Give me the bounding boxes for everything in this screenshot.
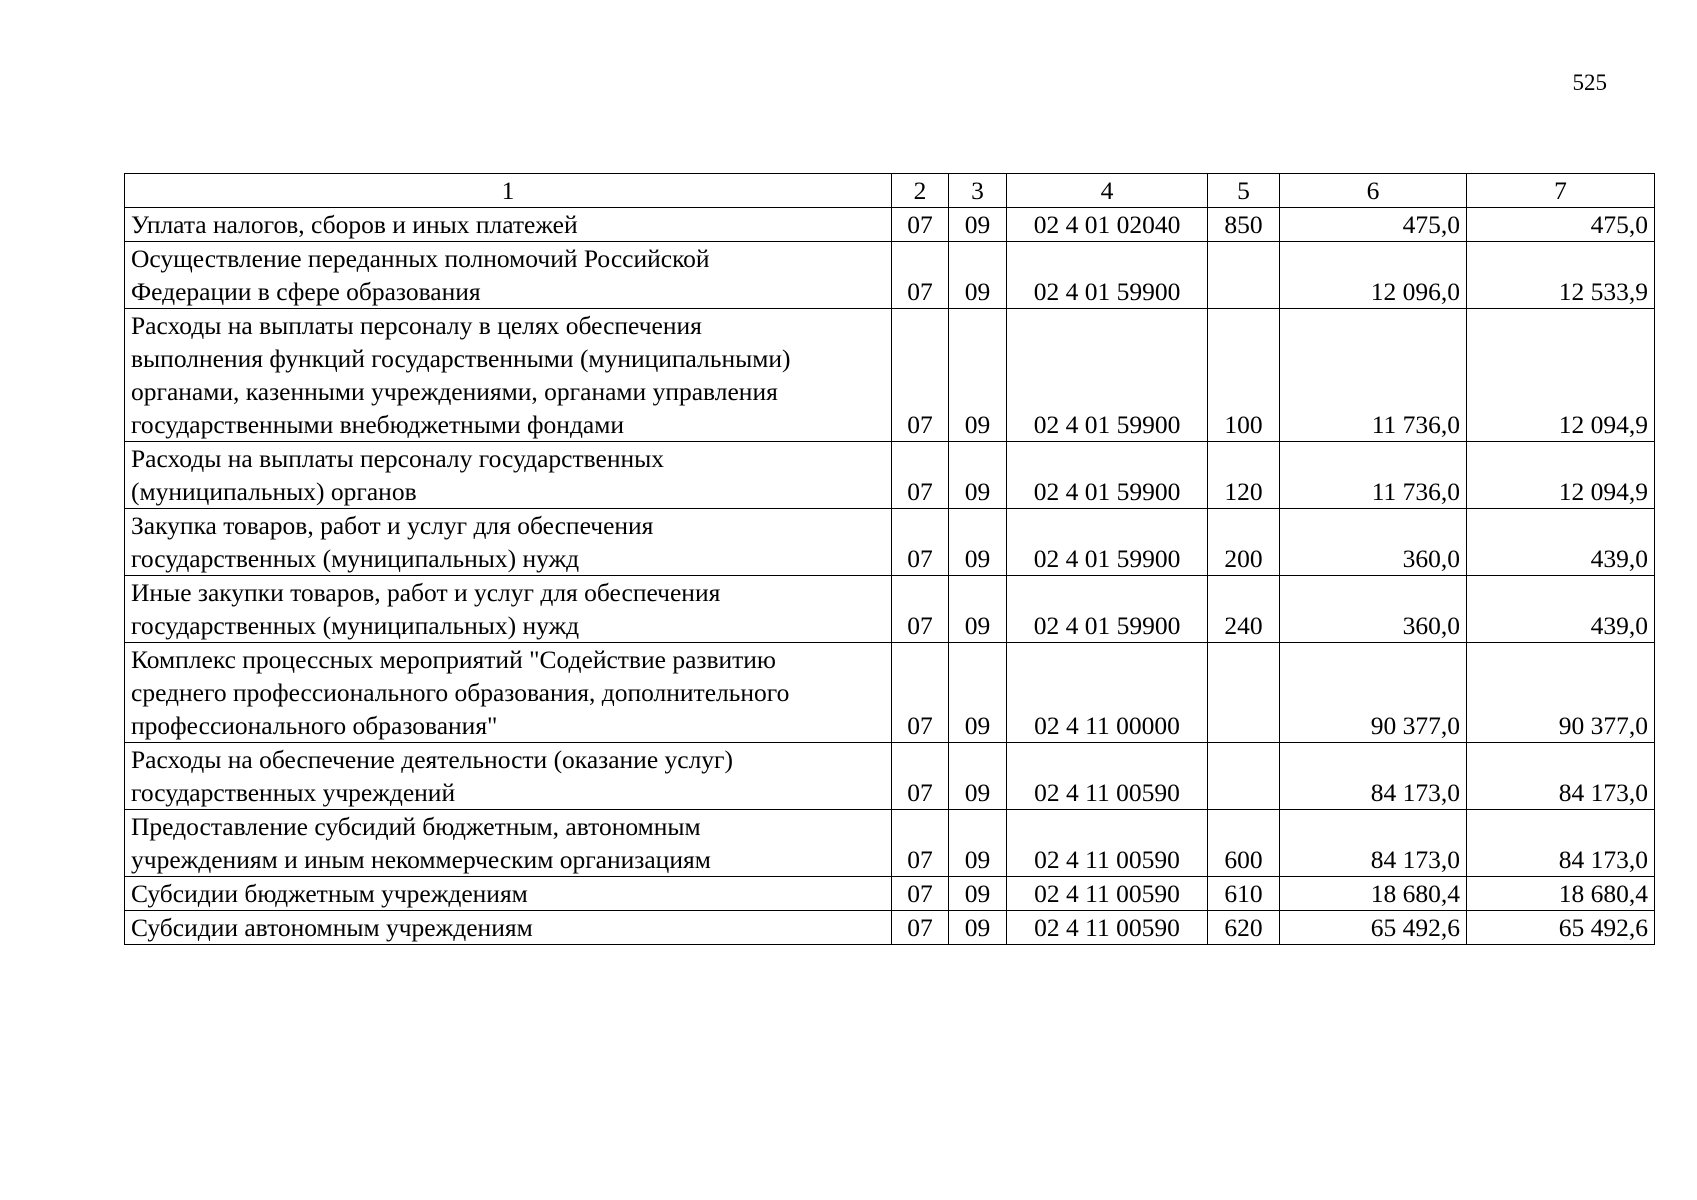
expense-name-line: Осуществление переданных полномочий Российской: [131, 244, 710, 273]
expense-name-cell: [125, 442, 892, 509]
cell-col-2: 07: [892, 309, 949, 442]
expense-name-line: выполнения функций государственными (муниципальными): [131, 344, 791, 373]
expense-name-line: государственными внебюджетными фондами: [131, 410, 625, 439]
cell-col-7: 65 492,6: [1467, 911, 1655, 945]
header-cell-4: 4: [1007, 174, 1208, 208]
cell-col-3: 09: [949, 643, 1007, 743]
page-number: 525: [1572, 70, 1607, 95]
cell-col-2: 07: [892, 743, 949, 810]
cell-col-6: 84 173,0: [1280, 810, 1467, 877]
expense-name-cell: [125, 911, 892, 945]
table-row: [125, 643, 1655, 743]
cell-col-5: [1208, 743, 1280, 810]
cell-col-4: 02 4 01 02040: [1007, 208, 1208, 242]
table-row: [125, 743, 1655, 810]
cell-col-5: 600: [1208, 810, 1280, 877]
cell-col-4: 02 4 01 59900: [1007, 509, 1208, 576]
cell-col-2: 07: [892, 877, 949, 911]
cell-col-6: 11 736,0: [1280, 309, 1467, 442]
cell-col-5: 200: [1208, 509, 1280, 576]
cell-col-6: 475,0: [1280, 208, 1467, 242]
cell-col-3: 09: [949, 877, 1007, 911]
budget-table: [124, 173, 1655, 945]
expense-name-line: Иные закупки товаров, работ и услуг для обеспечения: [131, 578, 721, 607]
cell-col-5: 620: [1208, 911, 1280, 945]
table-row: [125, 309, 1655, 442]
cell-col-6: 65 492,6: [1280, 911, 1467, 945]
cell-col-5: 120: [1208, 442, 1280, 509]
budget-table-body: [125, 174, 1655, 945]
expense-name-cell: [125, 242, 892, 309]
table-header-row: [125, 174, 1655, 208]
cell-col-3: 09: [949, 442, 1007, 509]
cell-col-6: 12 096,0: [1280, 242, 1467, 309]
cell-col-3: 09: [949, 242, 1007, 309]
cell-col-6: 360,0: [1280, 576, 1467, 643]
header-cell-6: 6: [1280, 174, 1467, 208]
cell-col-4: 02 4 11 00590: [1007, 743, 1208, 810]
expense-name-line: Комплекс процессных мероприятий "Содействие развитию: [131, 645, 776, 674]
expense-name-line: Расходы на выплаты персоналу государственных: [131, 444, 664, 473]
cell-col-7: 439,0: [1467, 509, 1655, 576]
cell-col-6: 11 736,0: [1280, 442, 1467, 509]
expense-name-cell: [125, 643, 892, 743]
expense-name-line: Закупка товаров, работ и услуг для обеспечения: [131, 511, 654, 540]
cell-col-6: 84 173,0: [1280, 743, 1467, 810]
cell-col-5: 240: [1208, 576, 1280, 643]
cell-col-5: 100: [1208, 309, 1280, 442]
cell-col-3: 09: [949, 810, 1007, 877]
table-row: [125, 911, 1655, 945]
cell-col-4: 02 4 11 00590: [1007, 911, 1208, 945]
expense-name-line: государственных (муниципальных) нужд: [131, 611, 580, 640]
header-cell-7: 7: [1467, 174, 1655, 208]
cell-col-2: 07: [892, 442, 949, 509]
cell-col-4: 02 4 01 59900: [1007, 309, 1208, 442]
table-row: [125, 576, 1655, 643]
cell-col-3: 09: [949, 309, 1007, 442]
cell-col-3: 09: [949, 509, 1007, 576]
expense-name-line: (муниципальных) органов: [131, 477, 417, 506]
cell-col-4: 02 4 11 00590: [1007, 877, 1208, 911]
expense-name-cell: [125, 576, 892, 643]
cell-col-7: 12 533,9: [1467, 242, 1655, 309]
expense-name-cell: [125, 810, 892, 877]
expense-name-line: органами, казенными учреждениями, органами управления: [131, 377, 778, 406]
cell-col-2: 07: [892, 911, 949, 945]
table-row: [125, 877, 1655, 911]
cell-col-2: 07: [892, 208, 949, 242]
header-cell-3: 3: [949, 174, 1007, 208]
cell-col-3: 09: [949, 743, 1007, 810]
cell-col-3: 09: [949, 576, 1007, 643]
expense-name-line: учреждениям и иным некоммерческим организациям: [131, 845, 711, 874]
expense-name-line: среднего профессионального образования, дополнительного: [131, 678, 790, 707]
header-cell-5: 5: [1208, 174, 1280, 208]
cell-col-7: 90 377,0: [1467, 643, 1655, 743]
cell-col-6: 360,0: [1280, 509, 1467, 576]
header-cell-1: 1: [125, 174, 892, 208]
table-row: [125, 810, 1655, 877]
expense-name-line: Субсидии автономным учреждениям: [131, 913, 533, 942]
expense-name-line: государственных (муниципальных) нужд: [131, 544, 580, 573]
cell-col-7: 475,0: [1467, 208, 1655, 242]
expense-name-line: Расходы на выплаты персоналу в целях обеспечения: [131, 311, 702, 340]
cell-col-2: 07: [892, 810, 949, 877]
expense-name-line: Расходы на обеспечение деятельности (оказание услуг): [131, 745, 734, 774]
cell-col-4: 02 4 01 59900: [1007, 242, 1208, 309]
cell-col-5: [1208, 242, 1280, 309]
cell-col-4: 02 4 11 00000: [1007, 643, 1208, 743]
expense-name-cell: [125, 309, 892, 442]
cell-col-3: 09: [949, 911, 1007, 945]
cell-col-7: 84 173,0: [1467, 743, 1655, 810]
expense-name-line: Федерации в сфере образования: [131, 277, 481, 306]
cell-col-4: 02 4 01 59900: [1007, 442, 1208, 509]
table-row: [125, 509, 1655, 576]
cell-col-2: 07: [892, 242, 949, 309]
cell-col-2: 07: [892, 576, 949, 643]
expense-name-line: Предоставление субсидий бюджетным, автономным: [131, 812, 701, 841]
table-row: [125, 208, 1655, 242]
expense-name-line: профессионального образования": [131, 711, 498, 740]
expense-name-cell: [125, 208, 892, 242]
cell-col-2: 07: [892, 643, 949, 743]
expense-name-cell: [125, 743, 892, 810]
cell-col-7: 439,0: [1467, 576, 1655, 643]
cell-col-5: [1208, 643, 1280, 743]
cell-col-4: 02 4 01 59900: [1007, 576, 1208, 643]
cell-col-7: 18 680,4: [1467, 877, 1655, 911]
cell-col-7: 84 173,0: [1467, 810, 1655, 877]
cell-col-7: 12 094,9: [1467, 309, 1655, 442]
cell-col-3: 09: [949, 208, 1007, 242]
cell-col-6: 90 377,0: [1280, 643, 1467, 743]
cell-col-2: 07: [892, 509, 949, 576]
expense-name-cell: [125, 509, 892, 576]
cell-col-4: 02 4 11 00590: [1007, 810, 1208, 877]
cell-col-7: 12 094,9: [1467, 442, 1655, 509]
cell-col-6: 18 680,4: [1280, 877, 1467, 911]
expense-name-line: Уплата налогов, сборов и иных платежей: [131, 210, 578, 239]
header-cell-2: 2: [892, 174, 949, 208]
table-row: [125, 242, 1655, 309]
expense-name-line: Субсидии бюджетным учреждениям: [131, 879, 528, 908]
expense-name-cell: [125, 877, 892, 911]
cell-col-5: 850: [1208, 208, 1280, 242]
table-row: [125, 442, 1655, 509]
expense-name-line: государственных учреждений: [131, 778, 456, 807]
cell-col-5: 610: [1208, 877, 1280, 911]
